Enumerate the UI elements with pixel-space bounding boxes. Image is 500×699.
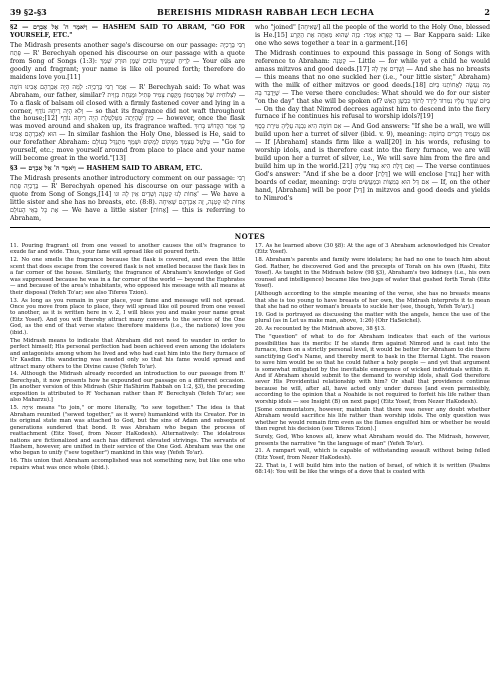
paragraph: אָמַר רַבִּי בֶּרֶכְיָה: לְמָה הָיָה אַבְרָהָם אָבִינוּ דּוֹמֶה — R' Berechyah said: To what was Abraham, our father, similar? לִצְלוֹחִית שֶׁל אֲפַרְסְמוֹן מֻקֶּפֶת צָמִיד פָּתִיל וּמֻנַּחַת בְּזָוִית — To a flask of balsam oil closed with a firmly fastened cover and lying in a corner, וְלֹא הָיָה רֵיחָהּ נוֹדֵף — so that its fragrance did not waft throughout the house;[12] כֵּיוָן שֶׁהָיְתָה מִטַּלְטֶלֶת הָיָה רֵיחָהּ נוֹדֵף — however, once the flask was moved around and shaken up, its fragrance wafted. כָּךְ אָמַר הַקָּדוֹשׁ בָּרוּךְ הוּא לְאַבְרָהָם אָבִינוּ — In similar fashion the Holy One, blessed is He, said to our forefather Abraham: טַלְטֵל עַצְמְךָ מִמָּקוֹם לְמָקוֹם וּשְׁמְךָ מִתְגַּדֵּל בָּעוֹלָם — "Go for yourself, etc.; move yourself around from place to place and your name will become great in the world."[13] [10,83,246,163]
note: The Midrash means to indicate that Abraham did not need to wander in order to perfect himself; His personal perfection had been achieved even among the idolaters and antagonists among whom he lived and who had cast him into the fiery furnace of Ur Kasdim. His wandering was needed only so that his fame would spread and attract many others to the Divine cause (Yefeh To'ar). [10,337,245,370]
paragraph: The Midrash continues to expound this passage in Song of Songs with reference to Abraham: קְטַנָּה — Little — for while yet a child he would amass mitzvos and good deeds.[17] וְשָׁדַיִם אֵין לָהּ — And she has no breasts — this means that no one suckled her (i.e., "our little sister," Abraham) with the milk of either mitzvos or good deeds.[18] מַה נַּעֲשֶׂה לַאֲחוֹתֵנוּ בַּיּוֹם שֶׁיְּדֻבַּר בָּהּ — The verse there concludes: What should we do for our sister "on the day" that she will be spoken of? בַּיּוֹם שֶׁגָּזַר עָלָיו נִמְרוֹד לֵירֵד לְתוֹךְ כִּבְשַׁן הָאֵשׁ — On the day that Nimrod decrees against him to descend into the fiery furnace if he continues his refusal to worship idols?[19] [255,49,491,121]
note: Surely, God, Who knows all, knew what Abraham would do. The Midrash, however, presents the narrative "in the language of man" (Yefeh To'ar). [255,434,490,447]
notes-left-column [10,243,245,477]
main-text [10,24,490,225]
notes-rule [10,227,490,228]
note: 19. God is portrayed as discussing the matter with the angels, hence the use of the plural (as in Let us make man, above, 1:26) (Ohr HaSeichel). [255,311,490,325]
section-heading: §2 — וַיֹּאמֶר ה' אֶל אַבְרָם — HASHEM SAID TO ABRAM, "GO FOR YOURSELF, ETC." [10,24,246,39]
note: 18. Abraham's parents and family were idolaters; he had no one to teach him about God. Rather, he discovered God and the precepts of Torah on his own (Rashi, Eitz Yosef). As taught in the Midrash below (98 §3), Abraham's two kidneys (i.e., his own counsel and intelligence) became like two jugs of water that gushed forth Torah (Eitz Yosef). [255,257,490,290]
note: 11. Pouring fragrant oil from one vessel to another causes the oil's fragrance to exude far and wide. Thus, your fame will spread like oil poured forth. [10,242,245,256]
note: 15. אִיחָה means "to join," or more literally, "to sew together." The idea is that Abraham reunited ("sewed together," as it were) humankind with its Creator. For in its original state man was attached to God, but the sins of Adam and subsequent generations sundered that bond. It was Abraham who began the process of reattachment (Eitz Yosef, from Nezer HaKodesh). Alternatively: The idolatrous nations are fictionalized and each has different elevated strivings. The servants of Hashem, however, are unified in their service of the One God. Abraham was the one who began to unify ("sew together") mankind in this way (Yefeh To'ar). [10,405,246,457]
note: [Although according to the simple meaning of the verse, she has no breasts means that she is too young to have breasts of her own, the Midrash interprets it to mean that she had no other woman's breasts to suckle her (see, though, Yefeh To'ar).] [255,291,490,310]
paragraph: אִם חוֹמָה הִיא נִבְנֶה עָלֶיהָ טִירַת כָּסֶף — And God answers: "If she be a wall, we will build upon her a turret of silver (ibid. v. 9), meaning: אִם מַעֲמִיד דְּבָרִים כְּחוֹמָה — If [Abraham] stands firm like a wall[20] in his words, refusing to worship idols, and is therefore cast into the fiery furnace, we are will build upon her a turret of silver, i.e., We will save him from the fire and build him up in the world.[21] וְאִם דֶּלֶת הִיא נָצוּר עָלֶיהָ — The verse continues God's answer: "And if she be a door [דֶּלֶת] we will enclose [נָצוּר] her with boards of cedar, meaning: אִם דַּל הוּא בְּמִצְוֹת וּבְמַעֲשִׂים טוֹבִים — If, on the other hand, [Abraham] will be poor [דַּל] in mitzvos and good deeds and yields to Nimrod's [255,123,490,203]
note: The "question" of what to do for Abraham indicates that each of the various possibilities has its merits: If he stands firm against Nimrod and is cast into the furnace, then on a strictly personal level, it would be better for Abraham to die there sanctifying God's Name, and thereby merit to bask in the Eternal Light. The reason to save him would be so that he could father a holy people — and yet that argument is somewhat mitigated by the inevitable emergence of wicked individuals within it. And if Abraham should submit to the demand to worship idols, shall God therefore sever His Providential relationship with him? Or shall that providence continue because he will, after all, have acted only under duress [and even permissibly, according to the opinion that a Noahide is not required to forfeit his life rather than worship idols — see Insight (B) on next page] (Eitz Yosef, from Nezer HaKodesh). [255,334,490,405]
note: 22. That is, I will build him into the nation of Israel, of which it is written (Psalms 68:14): You will be like the wings of a dove that is coated with [255,462,490,476]
notes-heading: NOTES [234,231,266,241]
section-heading: §3 — וַיֹּאמֶר ה' אֶל אַבְרָם — HASHEM SAID TO ABRAM, ETC. [10,165,203,173]
note: 14. Although the Midrash already recorded an introduction to our passage from R' Berechyah, it now presents how he expounded our passage on a different occasion. [In another version of this Midrash (Shir HaShirim Rabbah on 1:2, §3), the preceding exposition is attributed to R' Yochanan rather than R' Berechyah (Yefeh To'ar; see also Maharzu).] [10,371,245,404]
notes-right-column [255,243,490,477]
note: 12. No one smells the fragrance because the flask is covered, and even the little scent that does escape from the covered flask is not smelled because the flask lies in a far corner of the house. Similarly, the fragrance of Abraham's knowledge of God was suppressed because he was in a far corner of the world — beyond the Euphrates — and because of the area's inhabitants, who opposed his message with all means at their disposal (Yefeh To'ar; see also Tiferes Tzion). [10,257,245,296]
note: 20. As recounted by the Midrash above, 38 §13. [255,326,386,333]
note: 13. As long as you remain in your place, your fame and message will not spread. Once you move from place to place, they will spread like oil poured from one vessel to another, as it is written here in v. 2, I will bless you and make your name great (Eitz Yosef). And you will thereby attract many converts to the service of the One God, as the end of that verse states: therefore maidens (i.e., the nations) love you (ibid.). [10,297,245,336]
header-rule [10,20,490,21]
note: 16. This union that Abraham accomplished was not something new, but like one who repairs what was once whole (ibid.). [10,458,245,471]
paragraph: who "joined" [שֶׁאִיחָה] all the people of the world to the Holy One, blessed is He.[15] בַּר קַפָּרָא אָמַר: כְּזֶה שֶׁהוּא מְאַחֶה אֶת הַקְּרָע — Bar Kappara said: Like one who sews together a tear in a garment.[16] [255,24,491,47]
page-number: 2 [484,7,490,17]
running-header [10,6,490,18]
paragraph: The Midrash presents another sage's discourse on our passage: רַבִּי בֶּרֶכְיָה פָּתַח — R' Berechyah opened his discourse on our passage with a quote from Song of Songs (1:3): לְרֵיחַ שְׁמָנֶיךָ טוֹבִים שֶׁמֶן תּוּרַק שְׁמֶךָ — Your oils are goodly and fragrant; your name is like oil poured forth; therefore do maidens love you.[11] [10,41,246,81]
right-column [255,24,490,225]
note: 21. A rampart wall, which is capable of withstanding assault without being felled (Eitz Yosef, from Nezer HaKodesh). [255,448,490,461]
left-column [10,24,245,225]
note: 17. As he learned above (30 §8): At the age of 3 Abraham acknowledged his Creator (Eitz Yosef). [255,242,490,256]
paragraph: The Midrash presents another introductory comment on our passage: רַבִּי בֶּרֶכְיָה פָּתַח — R' Berechyah opened his discourse on our passage with a quote from Song of Songs,[14] אָחוֹת לָנוּ קְטַנָּה וְשָׁדַיִם אֵין לָהּ וגו' — We have a little sister and she has no breasts, etc. (8:8). אָחוֹת לָנוּ קְטַנָּה, זֶה אַבְרָהָם שֶׁאִיחָה אֶת כָּל בָּאֵי הָעוֹלָם — We have a little sister [אָחוֹת] — this is referring to Abraham, [10,175,246,222]
header-center: BEREISHIS MIDRASH RABBAH LECH LECHA [156,7,375,17]
notes [10,243,490,477]
header-left: 39 §2-§3 [10,7,47,17]
note: [Some commentators, however, maintain that there was never any doubt whether Abraham would sacrifice his life rather than worship idols. The only question was whether he would remain firm even as the flames engulfed him or whether he would then regret his decision (see Tiferes Tzion).] [255,406,490,433]
